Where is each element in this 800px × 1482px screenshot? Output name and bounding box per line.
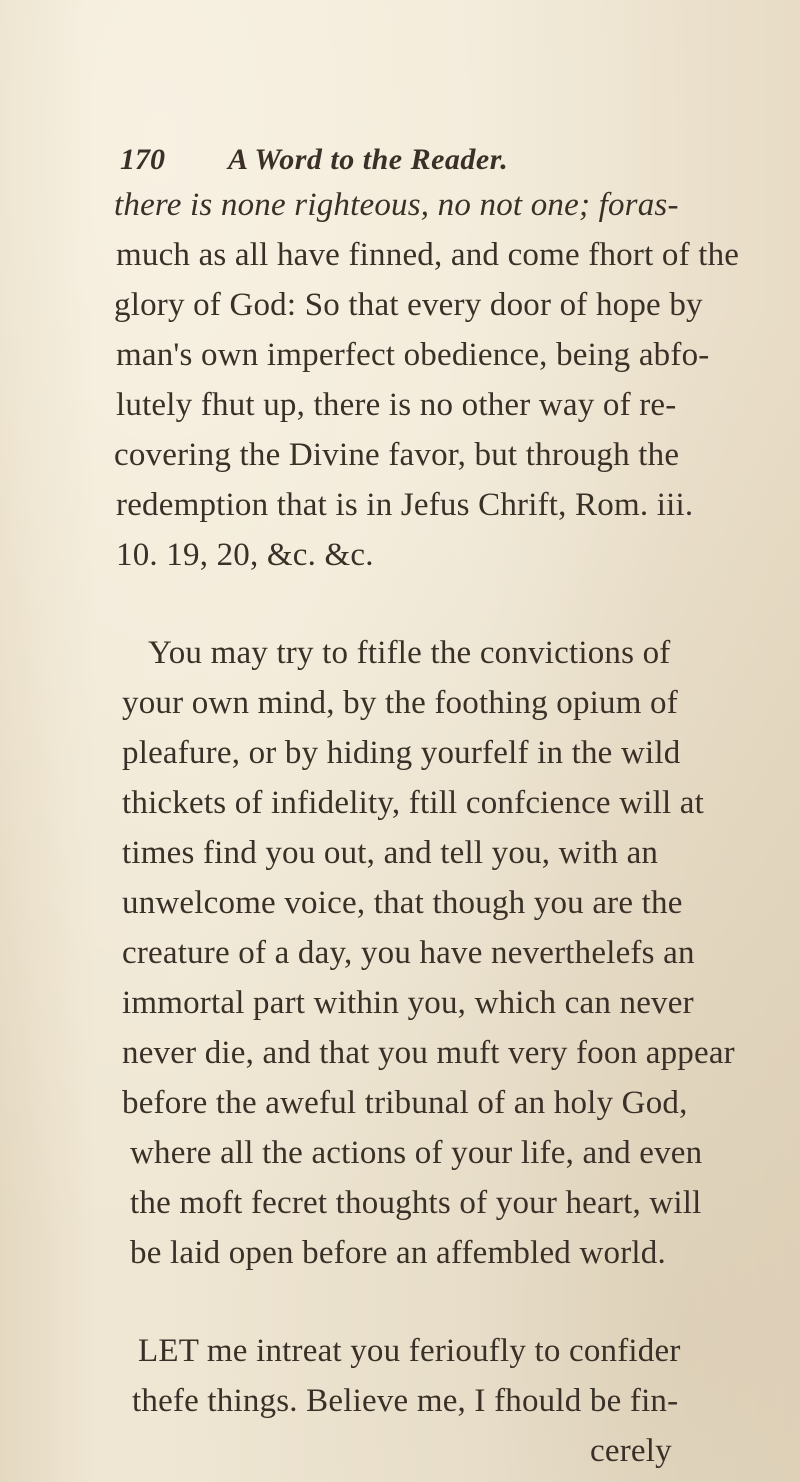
text-line: lutely fhut up, there is no other way of re- [116,387,677,423]
paragraph-gap [110,580,800,628]
page-number: 170 [120,143,165,176]
text-line: covering the Divine favor, but through the [114,437,680,473]
text-line: unwelcome voice, that though you are the [122,885,683,921]
text-line: immortal part within you, which can never [122,985,694,1021]
text-line: creature of a day, you have neverthelefs an [122,935,695,971]
text-line: times find you out, and tell you, with an [122,835,659,871]
running-head: A Word to the Reader. [228,143,509,176]
text-line: thefe things. Believe me, I fhould be fin- [132,1383,679,1419]
text-line: the moft fecret thoughts of your heart, will [130,1185,702,1221]
body-text [110,180,800,1476]
text-line: there is none righteous, no not one; foras- [114,187,679,223]
text-line: much as all have finned, and come fhort of the [116,237,740,273]
text-line: LET me intreat you ferioufly to confider [138,1333,681,1369]
text-line: be laid open before an affembled world. [130,1235,666,1271]
text-line: You may try to ftifle the convictions of [148,635,671,671]
text-line: redemption that is in Jefus Chrift, Rom. iii. [116,487,694,523]
text-line: your own mind, by the foothing opium of [122,685,678,721]
text-line: pleafure, or by hiding yourfelf in the wild [122,735,681,771]
text-line: 10. 19, 20, &c. &c. [116,537,374,573]
text-line: man's own imperfect obedience, being abfo- [116,337,710,373]
text-line: before the aweful tribunal of an holy God, [122,1085,688,1121]
text-line: glory of God: So that every door of hope by [114,287,703,323]
page-header [120,138,720,182]
text-line: where all the actions of your life, and even [130,1135,703,1171]
text-line: cerely [590,1433,672,1469]
paragraph-gap [110,1278,800,1326]
text-line: never die, and that you muft very foon appear [122,1035,735,1071]
text-line: thickets of infidelity, ftill confcience will at [122,785,705,821]
